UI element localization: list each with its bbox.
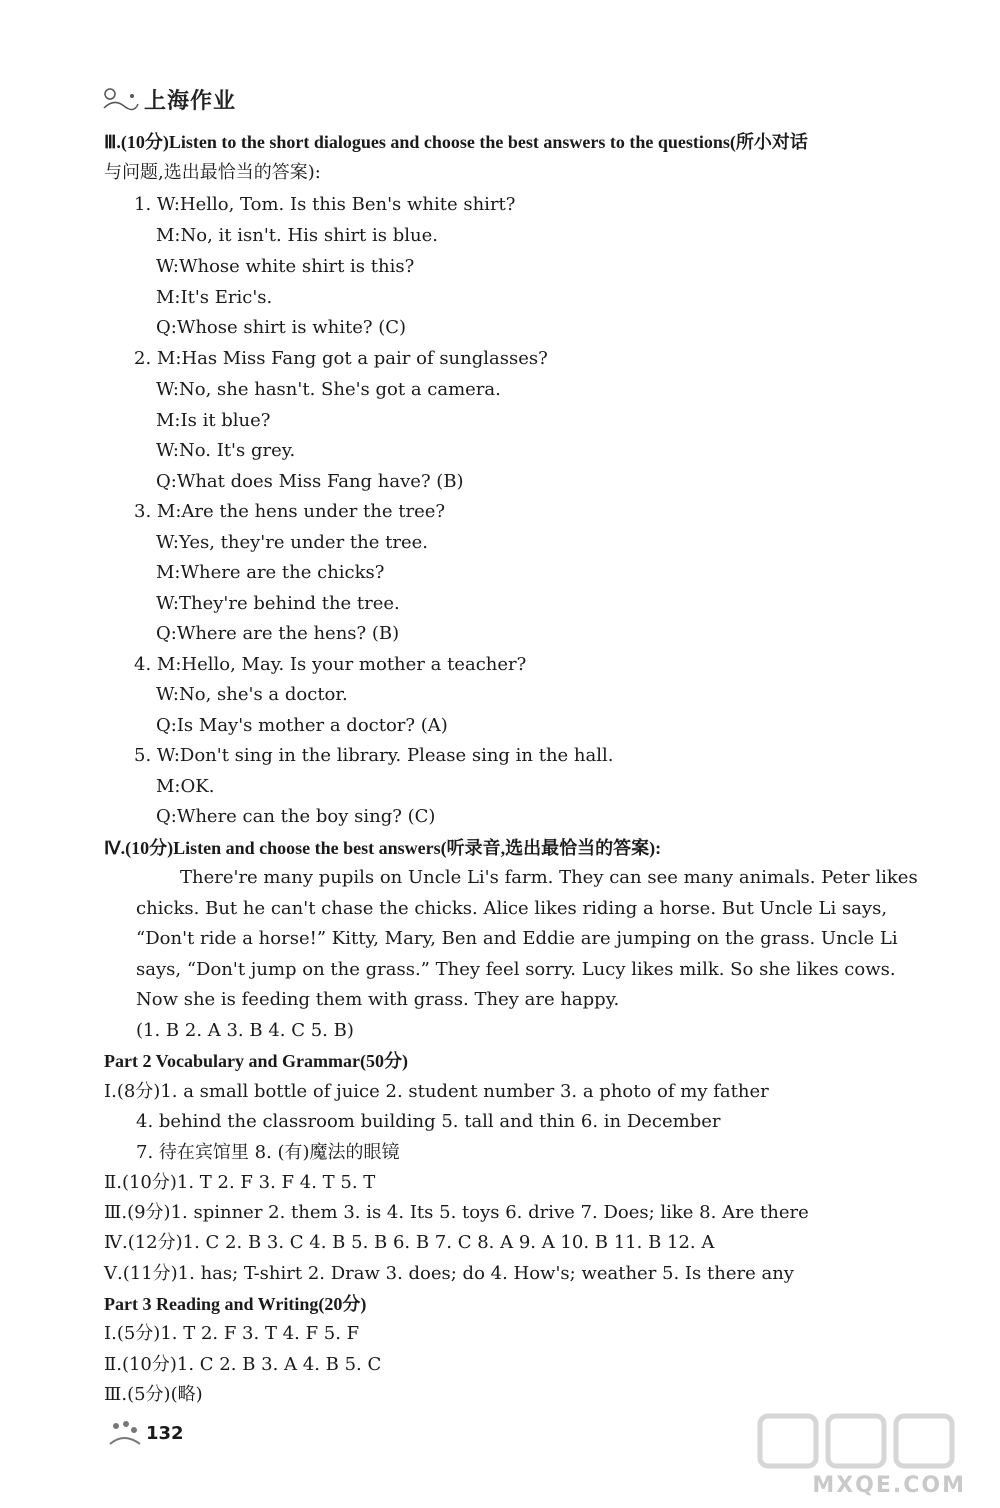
text-line: There're many pupils on Uncle Li's farm. They can see many animals. Peter likes bbox=[180, 867, 918, 888]
text-line: Q:Where are the hens? (B) bbox=[156, 623, 400, 644]
text-line: Q:Whose shirt is white? (C) bbox=[156, 317, 407, 338]
text-line: 7. 待在宾馆里 8. (有)魔法的眼镜 bbox=[136, 1142, 400, 1163]
footer-decoration-icon bbox=[106, 1418, 144, 1450]
text-line: W:Yes, they're under the tree. bbox=[156, 532, 428, 553]
text-line: Part 3 Reading and Writing(20分) bbox=[104, 1294, 367, 1314]
text-line: W:No, she's a doctor. bbox=[156, 684, 348, 705]
text-line: Ⅲ.(9分)1. spinner 2. them 3. is 4. Its 5. toys 6. drive 7. Does; like 8. Are there bbox=[104, 1202, 809, 1223]
brand-title: 上海作业 bbox=[144, 89, 237, 114]
text-line: 1. W:Hello, Tom. Is this Ben's white shirt? bbox=[134, 194, 516, 215]
text-line: W:Whose white shirt is this? bbox=[156, 256, 415, 277]
text-line: says, “Don't jump on the grass.” They feel sorry. Lucy likes milk. So she likes cows. bbox=[136, 959, 896, 980]
text-line: M:No, it isn't. His shirt is blue. bbox=[156, 225, 438, 246]
text-line: “Don't ride a horse!” Kitty, Mary, Ben and Eddie are jumping on the grass. Uncle Li bbox=[136, 928, 898, 949]
page-number: 132 bbox=[146, 1423, 184, 1444]
text-line: Q:Is May's mother a doctor? (A) bbox=[156, 715, 448, 736]
text-line: Q:What does Miss Fang have? (B) bbox=[156, 471, 464, 492]
mascot-icon bbox=[100, 84, 140, 114]
watermark-text: MXQE.COM bbox=[812, 1473, 966, 1498]
text-line: Ⅱ.(10分)1. T 2. F 3. F 4. T 5. T bbox=[104, 1172, 376, 1193]
text-line: M:Is it blue? bbox=[156, 410, 271, 431]
text-line: Ⅱ.(10分)1. C 2. B 3. A 4. B 5. C bbox=[104, 1354, 382, 1375]
text-line: 4. M:Hello, May. Is your mother a teacher? bbox=[134, 654, 527, 675]
text-line: 与问题,选出最恰当的答案): bbox=[104, 162, 321, 183]
text-line: 4. behind the classroom building 5. tall and thin 6. in December bbox=[136, 1111, 721, 1132]
text-line: Part 2 Vocabulary and Grammar(50分) bbox=[104, 1051, 408, 1071]
text-line: 3. M:Are the hens under the tree? bbox=[134, 501, 446, 522]
text-line: Q:Where can the boy sing? (C) bbox=[156, 806, 436, 827]
text-line: Ⅳ.(10分)Listen and choose the best answers(听录音,选出最恰当的答案): bbox=[104, 838, 662, 858]
text-line: Ⅳ.(12分)1. C 2. B 3. C 4. B 5. B 6. B 7. C 8. A 9. A 10. B 11. B 12. A bbox=[104, 1232, 715, 1253]
text-line: M:Where are the chicks? bbox=[156, 562, 385, 583]
text-line: W:No, she hasn't. She's got a camera. bbox=[156, 379, 501, 400]
text-line: chicks. But he can't chase the chicks. Alice likes riding a horse. But Uncle Li says, bbox=[136, 898, 888, 919]
text-line: W:They're behind the tree. bbox=[156, 593, 400, 614]
text-line: Ⅴ.(11分)1. has; T-shirt 2. Draw 3. does; do 4. How's; weather 5. Is there any bbox=[104, 1263, 794, 1284]
text-line: Ⅲ.(5分)(略) bbox=[104, 1384, 203, 1405]
text-line: M:OK. bbox=[156, 776, 215, 797]
text-line: Ⅰ.(5分)1. T 2. F 3. T 4. F 5. F bbox=[104, 1323, 360, 1344]
text-line: M:It's Eric's. bbox=[156, 287, 273, 308]
text-line: Ⅰ.(8分)1. a small bottle of juice 2. student number 3. a photo of my father bbox=[104, 1081, 769, 1102]
text-line: 2. M:Has Miss Fang got a pair of sunglasses? bbox=[134, 348, 548, 369]
text-line: (1. B 2. A 3. B 4. C 5. B) bbox=[136, 1020, 354, 1041]
text-line: 5. W:Don't sing in the library. Please sing in the hall. bbox=[134, 745, 614, 766]
text-line: Ⅲ.(10分)Listen to the short dialogues and choose the best answers to the questions(所小对话 bbox=[104, 132, 808, 152]
text-line: Now she is feeding them with grass. They are happy. bbox=[136, 989, 620, 1010]
text-line: W:No. It's grey. bbox=[156, 440, 296, 461]
